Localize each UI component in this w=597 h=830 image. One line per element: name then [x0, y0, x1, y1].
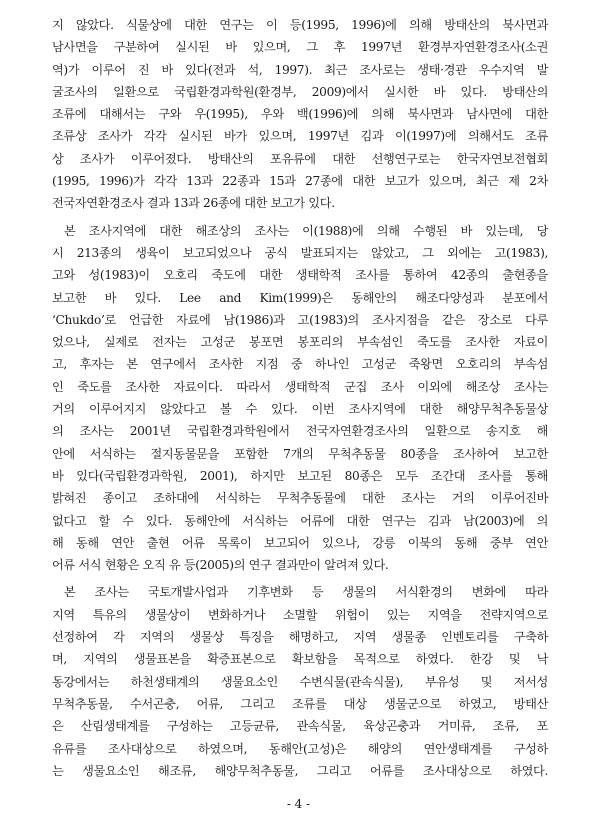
- text-line: 지역 특유의 생물상이 변화하거나 소멸할 위험이 있는 지역을 전략지역으로: [52, 607, 548, 622]
- text-line: 굴조사의 일환으로 국립환경과학원(환경부, 2009)에서 실시한 바 있다. 방태산의: [52, 84, 548, 99]
- text-line: (1995, 1996)가 각각 13과 22종과 15과 27종에 대한 보고가 있으며, 최근 제 2차: [52, 174, 548, 189]
- text-line: 해 동해 연안 출현 어류 목록이 보고되어 있으나, 강릉 이북의 동해 중부 연안: [52, 535, 548, 550]
- text-line: 본 조사지역에 대한 해조상의 조사는 이(1988)에 의해 수행된 바 있는데, 당: [64, 223, 548, 238]
- text-line: 며, 지역의 생물표본을 확증표본으로 확보함을 목적으로 하였다. 한강 및 낙: [52, 652, 548, 667]
- text-line: 남사면을 구분하여 실시된 바 있으며, 그 후 1997년 환경부자연환경조사(소권: [52, 40, 548, 55]
- text-line: 선정하여 각 지역의 생물상 특징을 해명하고, 지역 생물종 인벤토리를 구축하: [52, 630, 548, 645]
- text-line: 은 산림생태계를 구성하는 고등균류, 관속식물, 육상곤충과 거미류, 조류, 포: [52, 719, 548, 734]
- text-line: 고, 후자는 본 연구에서 조사한 지점 중 하나인 고성군 죽왕면 오호리의 부속섬: [52, 357, 548, 372]
- text-line: 었으나, 실제로 전자는 고성군 봉포면 봉포리의 부속섬인 죽도를 조사한 자료이: [52, 335, 548, 350]
- text-line: 역)가 이루어 진 바 있다(전과 석, 1997). 최근 조사로는 생태·경관 우수지역 발: [52, 62, 548, 77]
- text-line: 인 죽도를 조사한 자료이다. 따라서 생태학적 군집 조사 이외에 해조상 조사는: [52, 379, 548, 394]
- text-line: ‘Chukdo’로 언급한 자료에 남(1986)과 고(1983)의 조사지점을 같은 장소로 다루: [52, 312, 548, 327]
- text-line: 고와 성(1983)이 오호리 죽도에 대한 생태학적 조사를 통하여 42종의 출현종을: [52, 268, 548, 283]
- page-number: - 4 -: [286, 797, 311, 811]
- text-line: 거의 이루어지지 않았다고 볼 수 있다. 이번 조사지역에 대한 해양무척추동물상: [52, 402, 548, 417]
- text-line: 의 조사는 2001년 국립환경과학원에서 전국자연환경조사의 일환으로 송지호 해: [52, 424, 548, 439]
- text-line: 상 조사가 이루어졌다. 방태산의 포유류에 대한 선행연구로는 한국자연보전협회: [52, 151, 548, 166]
- text-line: 조류상 조사가 각각 실시된 바가 있으며, 1997년 김과 이(1997)에 의해서도 조류: [52, 129, 548, 144]
- text-line: 시 213종의 생육이 보고되었으나 공식 발표되지는 않았고, 그 외에는 고(1983),: [52, 245, 548, 260]
- paragraph-prior-studies: [52, 14, 548, 215]
- document-page: [52, 14, 548, 782]
- text-line: 유류를 조사대상으로 하였으며, 동해안(고성)은 해양의 연안생태계를 구성하: [52, 741, 548, 756]
- text-line: 지 않았다. 식물상에 대한 연구는 이 등(1995, 1996)에 의해 방태산의 북사면과: [52, 18, 548, 32]
- text-line: 바 있다(국립환경과학원, 2001), 하지만 보고된 80종은 모두 조간대 조사를 통해: [52, 468, 548, 483]
- text-line: 본 조사는 국토개발사업과 기후변화 등 생물의 서식환경의 변화에 따라: [64, 585, 548, 600]
- paragraph-survey-purpose: [52, 581, 548, 782]
- text-line: 동강에서는 하천생태계의 생물요소인 수변식물(관속식물), 부유성 및 저서성: [52, 674, 548, 689]
- text-line: 무척추동물, 수서곤충, 어류, 그리고 조류를 대상 생물군으로 하였고, 방태산: [52, 696, 548, 711]
- paragraph-coastal-surveys: [52, 220, 548, 577]
- text-line: 없다고 할 수 있다. 동해안에 서식하는 어류에 대한 연구는 김과 남(2003)에 의: [52, 513, 548, 528]
- text-line: 안에 서식하는 절지동물문을 포함한 7개의 무척추동물 80종을 조사하여 보고한: [52, 446, 548, 461]
- text-line: 밝혀진 종이고 조하대에 서식하는 무척추동물에 대한 조사는 거의 이루어진바: [52, 491, 548, 506]
- text-line: 는 생물요소인 해조류, 해양무척추동물, 그리고 어류를 조사대상으로 하였다.: [52, 763, 548, 778]
- text-line: 보고한 바 있다. Lee and Kim(1999)은 동해안의 해조다양성과 분포에서: [52, 290, 548, 305]
- text-line: 조류에 대해서는 구와 우(1995), 우와 백(1996)에 의해 북사면과 남사면에 대한: [52, 107, 548, 122]
- text-line: 전국자연환경조사 결과 13과 26종에 대한 보고가 있다.: [52, 196, 335, 211]
- text-line: 어류 서식 현황은 오직 유 등(2005)의 연구 결과만이 알려져 있다.: [52, 558, 389, 573]
